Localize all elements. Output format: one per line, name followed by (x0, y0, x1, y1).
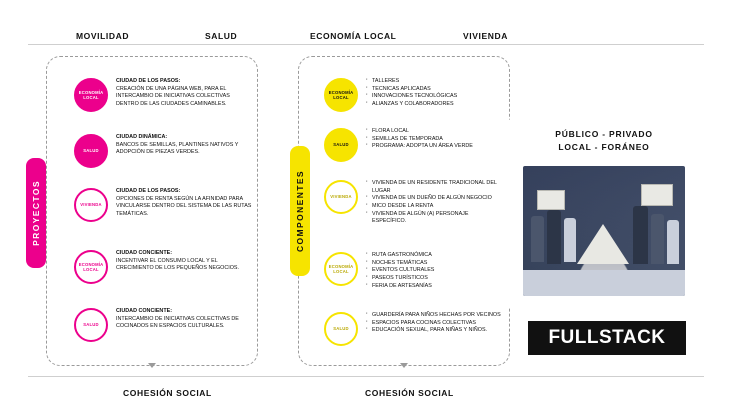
photo-tent (577, 224, 629, 264)
photo-card (505, 118, 703, 310)
photo-protest-sign (537, 190, 565, 210)
componente-row-4 (324, 252, 504, 290)
photo-card-line1: PÚBLICO - PRIVADO (555, 129, 653, 139)
proyecto-title: CIUDAD CONCIENTE: (116, 250, 173, 256)
footer-label-left: COHESIÓN SOCIAL (123, 388, 212, 398)
brand-label: FULLSTACK (548, 327, 666, 348)
photo-figure (651, 214, 664, 264)
tab-proyectos-label: PROYECTOS (31, 180, 42, 246)
proyecto-body: INTERCAMBIO DE INICIATIVAS COLECTIVAS DE COCINADOS EN ESPACIOS CULTURALES. (116, 315, 239, 330)
category-label-vivienda: VIVIENDA (463, 31, 508, 41)
componente-list (366, 128, 473, 151)
proyecto-text (116, 134, 254, 157)
photo-figure (547, 210, 561, 264)
proyecto-row-5 (74, 308, 254, 342)
proyecto-title: CIUDAD CONCIENTE: (116, 308, 173, 314)
componente-row-1 (324, 78, 504, 112)
badge-economia-local: ECONOMÍA LOCAL (324, 78, 358, 112)
componente-item: · NOCHES TEMÁTICAS (366, 260, 434, 268)
proyecto-row-2 (74, 134, 254, 168)
proyecto-text (116, 188, 254, 219)
componente-row-3 (324, 180, 504, 226)
photo-card-heading (505, 118, 703, 154)
componente-item: · VIVIENDA DE ALGÚN (A) PERSONAJE ESPECÍFICO. (366, 211, 504, 226)
proyecto-body: CREACIÓN DE UNA PÁGINA WEB, PARA EL INTERCAMBIO DE INICIATIVAS COLECTIVAS DENTRO DE LAS CIUDADES CAMINABLES. (116, 85, 230, 108)
proyecto-title: CIUDAD DE LOS PASOS: (116, 78, 181, 84)
arrow-mark-left (148, 363, 156, 368)
photo-figure (531, 216, 544, 262)
photo-ground (523, 270, 685, 296)
tab-componentes-label: COMPONENTES (295, 170, 305, 252)
componente-item: · VIVIENDA DE UN RESIDENTE TRADICIONAL DEL LUGAR (366, 180, 504, 195)
proyecto-row-4 (74, 250, 254, 284)
photo-card-line2: LOCAL - FORÁNEO (558, 141, 650, 152)
badge-salud: SALUD (324, 128, 358, 162)
proyecto-title: CIUDAD DE LOS PASOS: (116, 188, 181, 194)
componente-list (366, 252, 434, 290)
proyecto-row-1 (74, 78, 254, 112)
componente-item: · MICO DESDE LA RENTA (366, 203, 504, 211)
componente-row-2 (324, 128, 504, 162)
tab-proyectos[interactable] (26, 158, 46, 268)
photo-protest-sign (641, 184, 673, 206)
proyecto-body: BANCOS DE SEMILLAS, PLANTINES NATIVOS Y ADOPCIÓN DE PIEZAS VERDES. (116, 141, 239, 156)
componente-list (366, 312, 501, 335)
proyecto-text (116, 250, 254, 273)
brand-badge (528, 321, 686, 355)
componente-item: · TECNICAS APLICADAS (366, 86, 457, 94)
category-label-movilidad: MOVILIDAD (76, 31, 130, 41)
community-photo (523, 166, 685, 296)
photo-figure (633, 206, 648, 264)
badge-vivienda: VIVIENDA (324, 180, 358, 214)
componente-item: · PROGRAMA: ADOPTA UN ÁREA VERDE (366, 143, 473, 151)
componente-item: · FERIA DE ARTESANÍAS (366, 283, 434, 291)
componente-item: · EDUCACIÓN SEXUAL, PARA NIÑAS Y NIÑOS. (366, 327, 501, 335)
badge-economia-local: ECONOMÍA LOCAL (74, 78, 108, 112)
componente-item: · ALIANZAS Y COLABORADORES (366, 101, 457, 109)
componente-item: · VIVIENDA DE UN DUEÑO DE ALGÚN NEGOCIO (366, 195, 504, 203)
proyecto-row-3 (74, 188, 254, 222)
proyecto-body: OPCIONES DE RENTA SEGÚN LA AFINIDAD PARA VINCULARSE DENTRO DEL SISTEMA DE LAS RUTAS TEMÁTICAS. (116, 195, 252, 218)
tab-componentes[interactable] (290, 146, 310, 276)
photo-figure (564, 218, 576, 262)
category-label-salud: SALUD (205, 31, 238, 41)
componente-item: · PASEOS TURÍSTICOS (366, 275, 434, 283)
arrow-mark-right (400, 363, 408, 368)
badge-economia-local: ECONOMÍA LOCAL (74, 250, 108, 284)
footer-label-right: COHESIÓN SOCIAL (365, 388, 454, 398)
bottom-divider (28, 376, 704, 377)
badge-salud: SALUD (324, 312, 358, 346)
componente-item: · TALLERES (366, 78, 457, 86)
proyecto-text (116, 78, 254, 109)
componente-item: · SEMILLAS DE TEMPORADA (366, 136, 473, 144)
componente-list (366, 78, 457, 109)
proyecto-title: CIUDAD DINÁMICA: (116, 134, 168, 140)
componente-item: · FLORA LOCAL (366, 128, 473, 136)
componente-item: · ESPACIOS PARA COCINAS COLECTIVAS (366, 320, 501, 328)
proyecto-body: INCENTIVAR EL CONSUMO LOCAL Y EL CRECIMIENTO DE LOS PEQUEÑOS NEGOCIOS. (116, 257, 240, 272)
badge-salud: SALUD (74, 134, 108, 168)
componente-item: · INNOVACIONES TECNOLÓGICAS (366, 93, 457, 101)
componente-item: · GUARDERÍA PARA NIÑOS HECHAS POR VECINOS (366, 312, 501, 320)
category-label-economia-local: ECONOMÍA LOCAL (310, 31, 397, 41)
badge-salud: SALUD (74, 308, 108, 342)
badge-vivienda: VIVIENDA (74, 188, 108, 222)
proyecto-text (116, 308, 254, 331)
photo-figure (667, 220, 679, 264)
componente-row-5 (324, 312, 504, 346)
badge-economia-local: ECONOMÍA LOCAL (324, 252, 358, 286)
componente-item: · RUTA GASTRONÓMICA (366, 252, 434, 260)
top-divider (28, 44, 704, 45)
componente-item: · EVENTOS CULTURALES (366, 267, 434, 275)
componente-list (366, 180, 504, 226)
